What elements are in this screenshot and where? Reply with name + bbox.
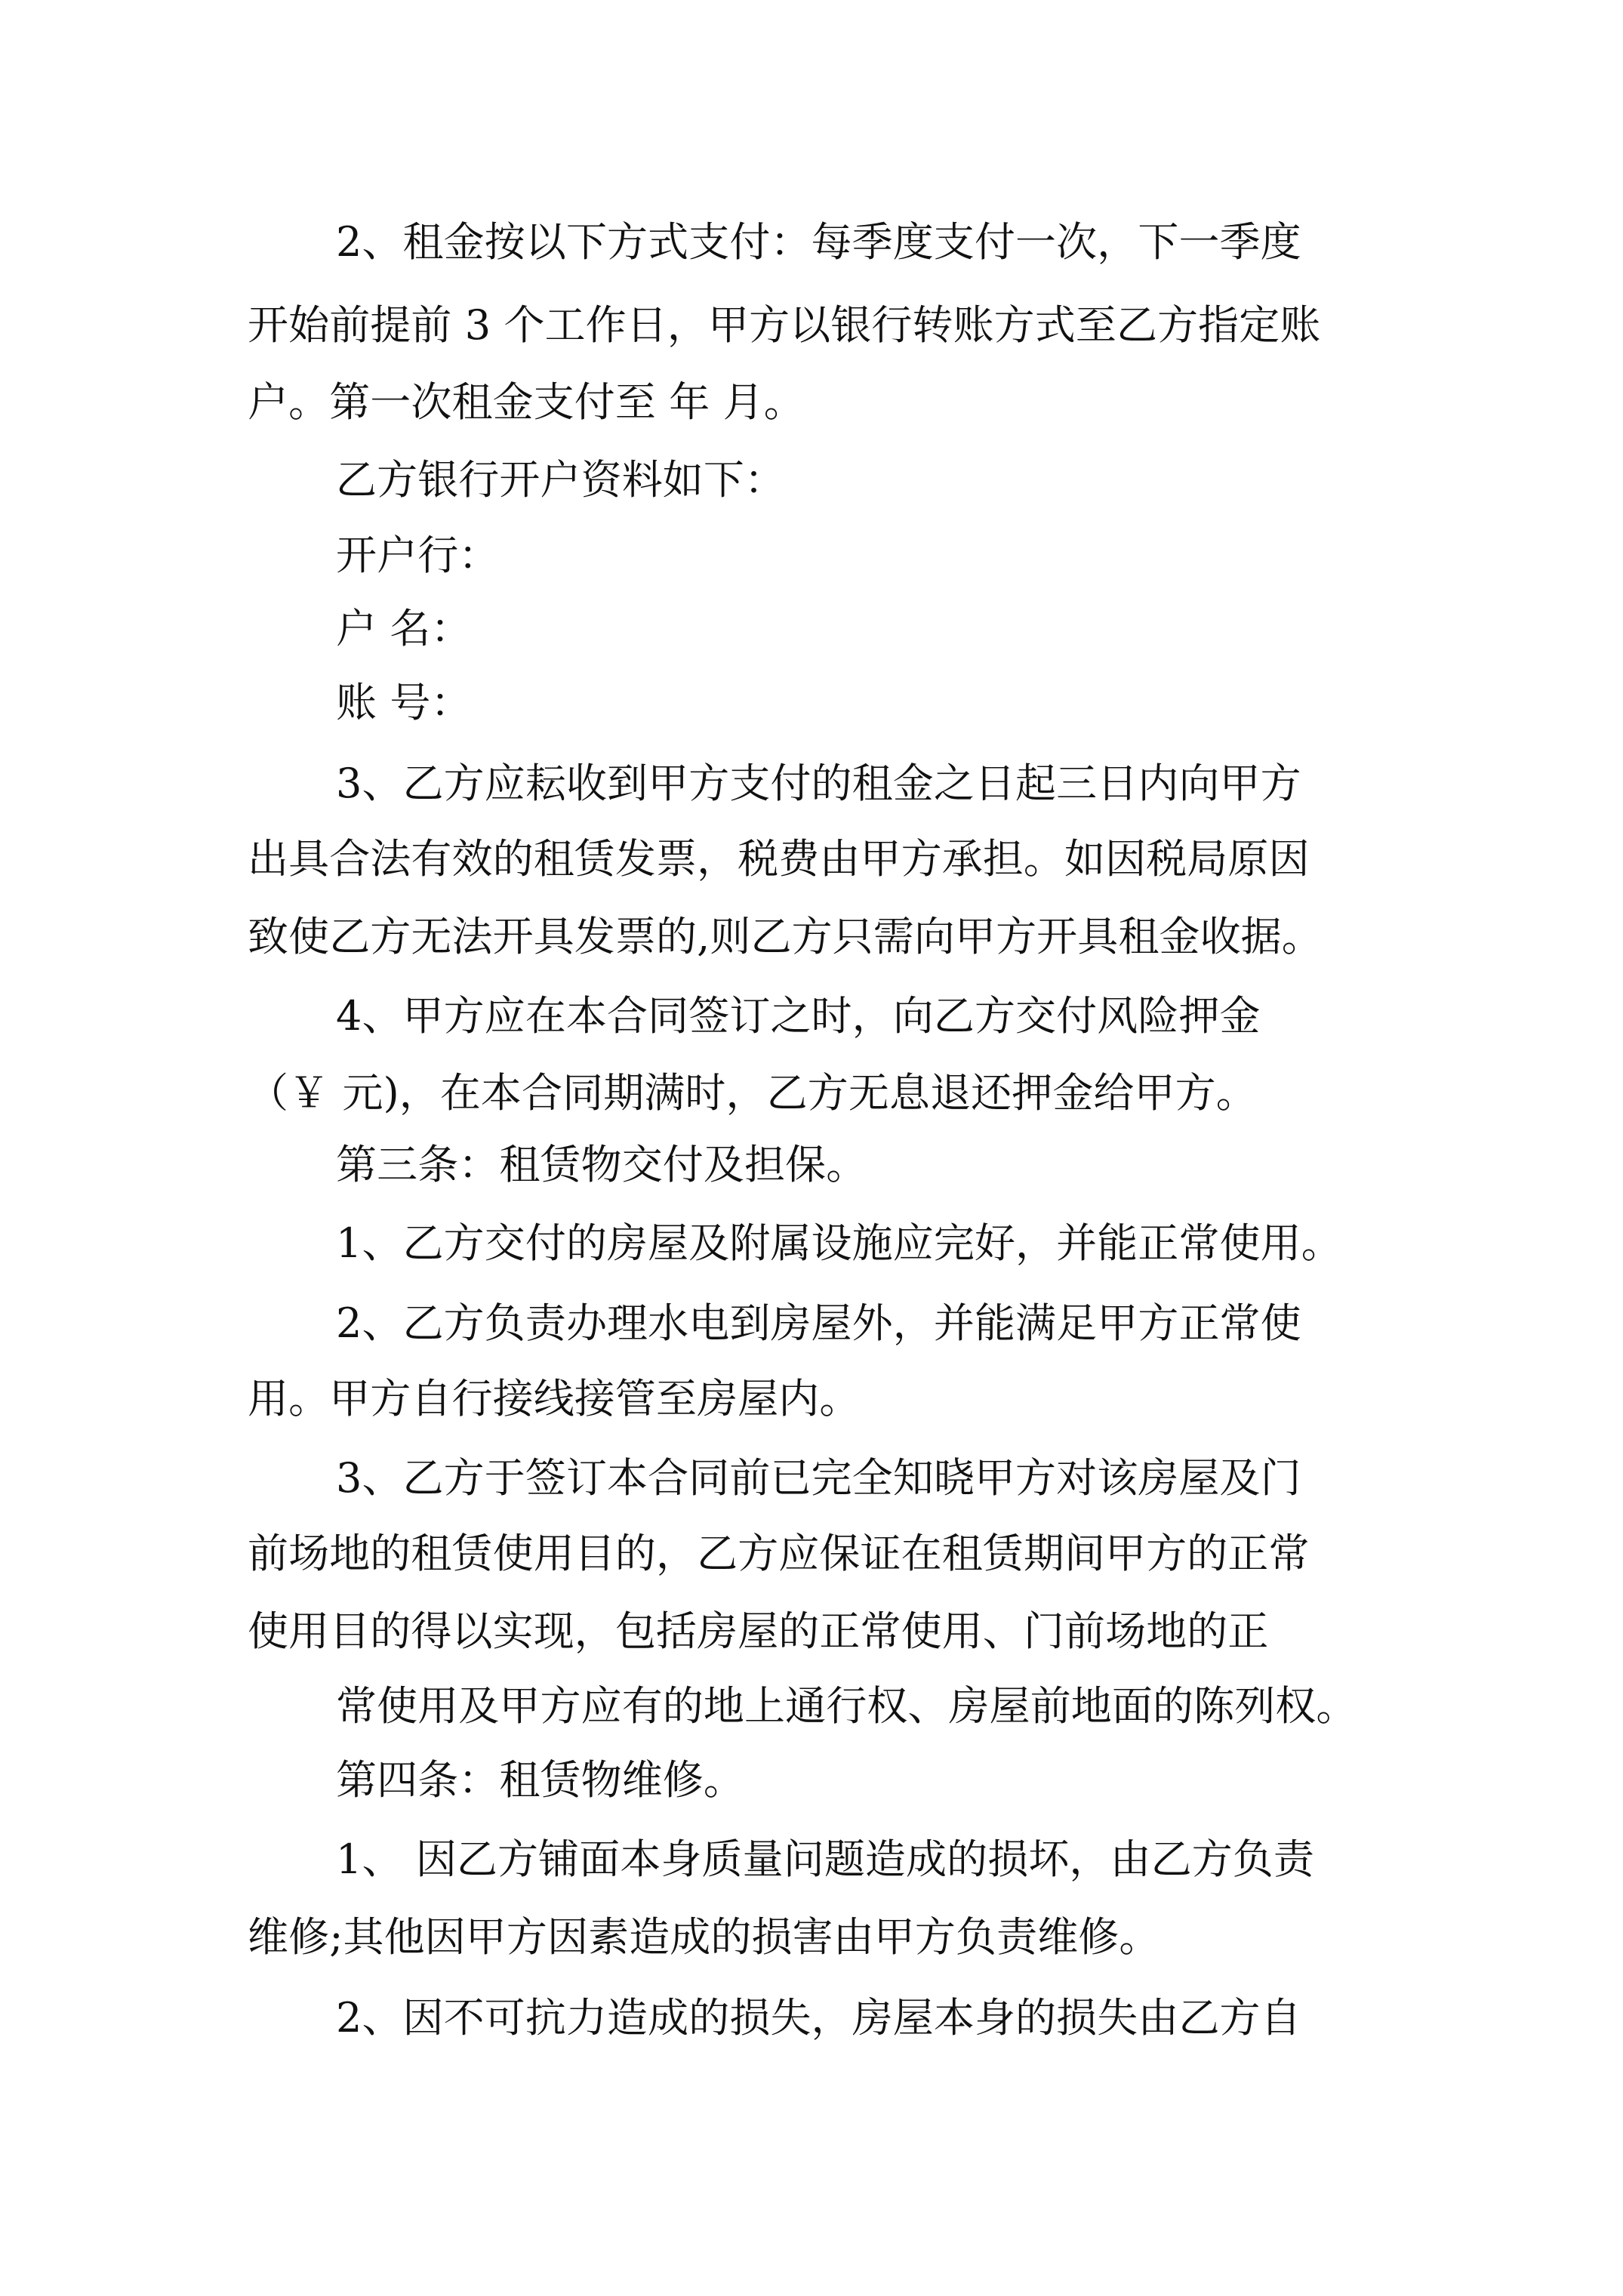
paragraph-line: 2、因不可抗力造成的损失，房屋本身的损失由乙方自 [336,1994,1301,2042]
paragraph-line: 1、 因乙方铺面本身质量问题造成的损坏，由乙方负责 [336,1835,1315,1883]
paragraph-line: 用。甲方自行接线接管至房屋内。 [248,1375,861,1422]
paragraph-line: 3、乙方应耘收到甲方支付的租金之日起三日内向甲方 [336,760,1301,807]
paragraph-line: 前场地的租赁使用目的，乙方应保证在租赁期间甲方的正常 [248,1530,1310,1577]
paragraph-line: （￥ 元)，在本合同期满时，乙方无息退还押金给甲方。 [248,1069,1257,1117]
paragraph-line: 账 号： [336,679,472,726]
paragraph-line: 致使乙方无法开具发票的,则乙方只需向甲方开具租金收据。 [248,913,1323,960]
section-heading: 第三条：租赁物交付及担保。 [336,1141,867,1188]
paragraph-line: 3、乙方于签订本合同前已完全知晓甲方对该房屋及门 [336,1454,1301,1502]
paragraph-line: 户。第一次租金支付至 年 月。 [248,378,805,426]
paragraph-line: 4、甲方应在本合同签订之时，向乙方交付风险押金 [336,992,1261,1040]
paragraph-line: 乙方银行开户资料如下： [336,456,786,504]
paragraph-line: 户 名： [336,605,472,652]
paragraph-line: 常使用及甲方应有的地上通行权、房屋前地面的陈列权。 [336,1682,1357,1730]
paragraph-line: 出具合法有效的租赁发票，税费由甲方承担。如因税局原因 [248,835,1310,883]
paragraph-line: 1、乙方交付的房屋及附属设施应完好，并能正常使用。 [336,1219,1342,1267]
paragraph-line: 2、租金按以下方式支付：每季度支付一次，下一季度 [336,218,1301,266]
paragraph-line: 开始前提前 3 个工作日，甲方以银行转账方式至乙方指定账 [248,301,1321,349]
paragraph-line: 开户行： [336,532,500,579]
paragraph-line: 维修;其他因甲方因素造成的损害由甲方负责维修。 [248,1913,1160,1961]
paragraph-line: 2、乙方负责办理水电到房屋外，并能满足甲方正常使 [336,1299,1301,1347]
paragraph-line: 使用目的得以实现，包括房屋的正常使用、门前场地的正 [248,1607,1269,1655]
section-heading: 第四条：租赁物维修。 [336,1756,744,1804]
